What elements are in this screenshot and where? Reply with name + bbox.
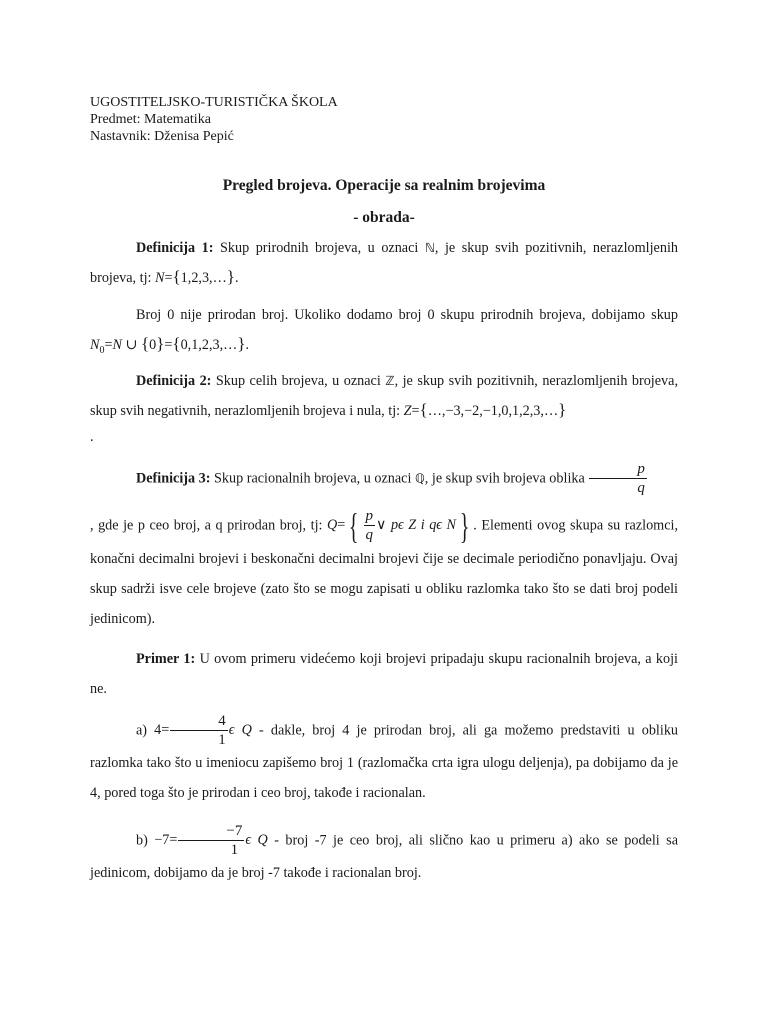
example-a: a) 4= $\frac{4}{1}$ ϵ Q - dakle, broj 4 je prirodan broj, ali ga možemo predstaviti u obliku razlomka tako što u imeniocu zapišemo broj 1 (razlomačka crta igra ulogu deljenja), pa dobijamo da je 4, pored toga što je prirodan i ceo broj, takođe i racionalan. (90, 713, 679, 801)
example-a-text: - dakle, broj 4 je prirodan broj, ali ga možemo predstaviti u obliku razlomka tako što u imeniocu zapišemo broj 1 (razlomačka crta igra ulogu deljenja), pa dobijamo da je 4, pored toga što je prirodan i ceo broj, takođe i racionalan. (90, 722, 679, 801)
definition-3-text-4: . Elementi ovog skupa su razlomci, konačni decimalni brojevi i beskonačni decimalni brojevi čije se decimale periodično ponavljaju. Ovaj skup sadrži isve cele brojeve (zato što se mogu zapisati u obliku razlomka tako što se dati broj podeli jedinicom). (90, 517, 678, 627)
definition-3-text-2: , je skup svih brojeva oblika (424, 470, 589, 487)
integer-set-symbol: ℤ (385, 373, 395, 388)
definition-3-text: Skup racionalnih brojeva, u oznaci (210, 470, 415, 487)
rational-set-formula: Q= { $\frac{p}{q}$ ∨ pϵ Z i qϵ N } (327, 506, 470, 546)
definition-3-text-3: , gde je p ceo broj, a q prirodan broj, tj: (90, 517, 327, 534)
integer-set-formula: Z={…,−3,−2,−1,0,1,2,3,…} (403, 400, 567, 419)
teacher-line: Nastavnik: Dženisa Pepić (90, 129, 234, 144)
definition-1-text: Skup prirodnih brojeva, u oznaci (213, 240, 425, 256)
definition-3-body (90, 508, 678, 634)
example-1-label: Primer 1: (136, 651, 196, 667)
example-b-formula: −7= $\frac{-7}{1}$ ϵ Q (154, 823, 268, 858)
natural-set-symbol: ℕ (424, 240, 435, 255)
example-a-formula: 4= $\frac{4}{1}$ ϵ Q (154, 713, 252, 748)
zero-paragraph-text: Broj 0 nije prirodan broj. Ukoliko dodamo broj 0 skupu prirodnih brojeva, dobijamo skup (136, 307, 678, 323)
definition-2-text-2: , je skup svih pozitivnih, nerazlomljenih brojeva, skup svih negativnih, nerazlomljenih brojeva i nula, tj: (90, 373, 678, 419)
example-b: b) −7= $\frac{-7}{1}$ ϵ Q - broj -7 je ceo broj, ali slično kao u primeru a) ako se podeli sa jedinicom, dobijamo da je broj -7 takođe i racionalan broj. (90, 823, 678, 881)
example-1 (90, 644, 678, 704)
fraction-p-over-q: $\frac{p}{q}$ (589, 462, 647, 496)
definition-2-text: Skup celih brojeva, u oznaci (211, 373, 386, 389)
natural-set-formula: N={1,2,3,…} (155, 267, 235, 286)
definition-2 (90, 366, 678, 426)
definition-2-label: Definicija 2: (136, 373, 212, 389)
subject-line: Predmet: Matematika (90, 112, 211, 127)
definition-2-end: . (90, 429, 94, 445)
definition-1-label: Definicija 1: (136, 240, 214, 256)
example-1-text: U ovom primeru videćemo koji brojevi pripadaju skupu racionalnih brojeva, a koji ne. (90, 651, 678, 697)
document-title: Pregled brojeva. Operacije sa realnim brojevima (222, 177, 546, 194)
n0-formula: $N_0=N$ ∪ {0}={0,1,2,3,…} (90, 334, 246, 356)
rational-set-symbol: ℚ (414, 470, 425, 486)
example-b-text: - broj -7 je ceo broj, ali slično kao u primeru a) ako se podeli sa jedinicom, dobijamo da je broj -7 takođe i racionalan broj. (90, 832, 678, 881)
definition-3 (90, 462, 678, 496)
zero-paragraph: Broj 0 nije prirodan broj. Ukoliko dodamo broj 0 skupu prirodnih brojeva, dobijamo skup $N_0=N$ ∪ {0}={0,1,2,3,…}. (90, 307, 678, 356)
definition-1-text-2: , je skup svih pozitivnih, nerazlomljenih brojeva, tj: (90, 240, 678, 286)
definition-3-label: Definicija 3: (136, 470, 211, 487)
document-subtitle: - obrada- (353, 209, 415, 226)
definition-1: Definicija 1: Skup prirodnih brojeva, u oznaci ℕ, je skup svih pozitivnih, nerazlomljenih brojeva, tj: N={1,2,3,…}. (90, 240, 678, 286)
school-name: UGOSTITELJSKO-TURISTIČKA ŠKOLA (90, 95, 338, 110)
